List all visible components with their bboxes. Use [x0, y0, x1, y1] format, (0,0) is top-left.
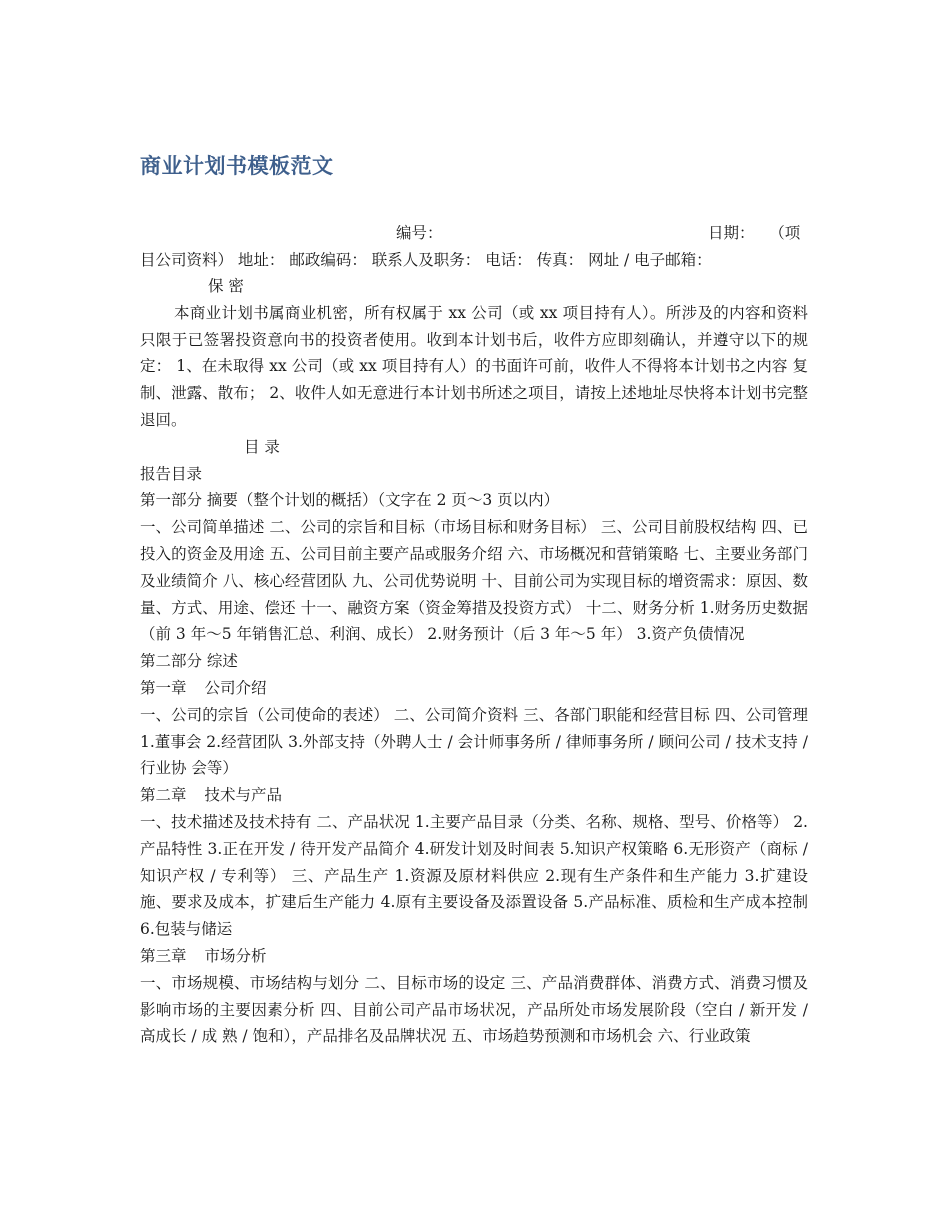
- company-info-line: 目公司资料） 地址： 邮政编码： 联系人及职务： 电话： 传真： 网址 / 电子邮箱：: [140, 250, 712, 269]
- date-field: [708, 220, 800, 247]
- chapter-label: 第三章: [140, 946, 187, 965]
- date-tail: （项: [769, 224, 801, 242]
- chapter-heading: [140, 943, 808, 970]
- chapter-heading: [140, 675, 808, 702]
- confidential-heading: 保 密: [208, 277, 244, 295]
- part1-heading: 第一部分 摘要（整个计划的概括）（文字在 2 页～3 页以内）: [140, 491, 560, 510]
- document-title: 商业计划书模板范文: [140, 154, 334, 178]
- part1-content: 一、公司简单描述 二、公司的宗旨和目标（市场目标和财务目标） 三、公司目前股权结构 四、已投入的资金及用途 五、公司目前主要产品或服务介绍 六、市场概况和营销策略 七、主要业务部门及业绩简介 八、核心经营团队 九、公司优势说明 十、目前公司为实现目标的增资需求：原因、数量、方式、用途、偿还 十一、融资方案（资金筹措及投资方式） 十二、财务分析 1.财务历史数据（前 3 年～5 年销售汇总、利润、成长） 2.财务预计（后 3 年～5 年） 3.资产负债情况: [140, 518, 808, 644]
- chapter-title: 公司介绍: [204, 678, 267, 697]
- toc-heading: 目 录: [244, 437, 280, 456]
- date-label: 日期：: [708, 224, 755, 242]
- number-label: 编号：: [396, 224, 443, 242]
- confidential-paragraph: 本商业计划书属商业机密，所有权属于 xx 公司（或 xx 项目持有人）。所涉及的内容和资料只限于已签署投资意向书的投资者使用。收到本计划书后，收件方应即刻确认，并遵守以下的规定： 1、在未取得 xx 公司（或 xx 项目持有人）的书面许可前，收件人不得将本计划书之内容 复制、泄露、散布； 2、收件人如无意进行本计划书所述之项目，请按上述地址尽快将本计划书完整退回。: [140, 303, 808, 429]
- chapter-content: 一、技术描述及技术持有 二、产品状况 1.主要产品目录（分类、名称、规格、型号、价格等） 2.产品特性 3.正在开发 / 待开发产品简介 4.研发计划及时间表 5.知识产权策略 6.无形资产（商标 / 知识产权 / 专利等） 三、产品生产 1.资源及原材料供应 2.现有生产条件和生产能力 3.扩建设施、要求及成本，扩建后生产能力 4.原有主要设备及添置设备 5.产品标准、质检和生产成本控制 6.包装与储运: [140, 812, 808, 939]
- chapter-label: 第二章: [140, 786, 187, 805]
- chapter-content: 一、市场规模、市场结构与划分 二、目标市场的设定 三、产品消费群体、消费方式、消费习惯及影响市场的主要因素分析 四、目前公司产品市场状况，产品所处市场发展阶段（空白 / 新开发 / 高成长 / 成 熟 / 饱和），产品排名及品牌状况 五、市场趋势预测和市场机会 六、行业政策: [140, 973, 808, 1046]
- chapter-title: 市场分析: [204, 946, 267, 965]
- report-toc-label: 报告目录: [140, 464, 203, 483]
- chapter-label: 第一章: [140, 678, 187, 697]
- chapter-title: 技术与产品: [204, 786, 283, 805]
- document-body: [140, 273, 808, 1050]
- part2-heading: 第二部分 综述: [140, 652, 238, 671]
- chapter-content: 一、公司的宗旨（公司使命的表述） 二、公司简介资料 三、各部门职能和经营目标 四、公司管理 1.董事会 2.经营团队 3.外部支持（外聘人士 / 会计师事务所 / 律师事务所 / 顾问公司 / 技术支持 / 行业协 会等）: [140, 705, 808, 778]
- chapter-heading: [140, 782, 808, 809]
